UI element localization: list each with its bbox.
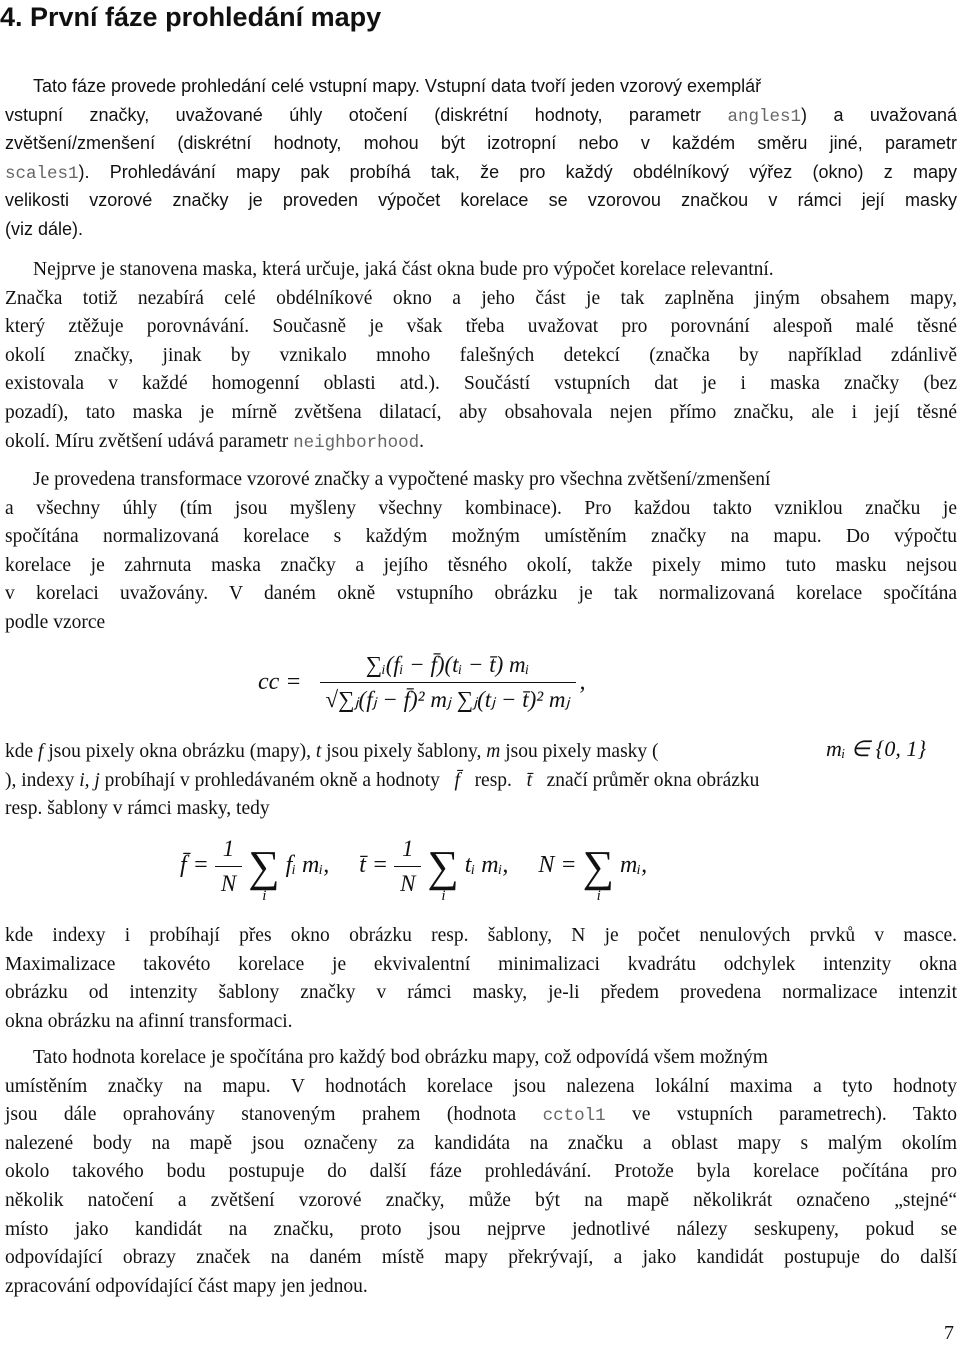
- text-line: umístěním značky na mapu. V hodnotách korelace jsou nalezena lokální maxima a tyto hodnoty: [5, 1075, 957, 1097]
- equation-fraction: [320, 652, 576, 713]
- text-line: scales1). Prohledávání mapy pak probíhá tak, že pro každý obdélníkový výřez (okno) z mapy: [5, 161, 957, 184]
- sum-symbol: ∑ i: [248, 842, 280, 904]
- text-line: vstupní značky, uvažované úhly otočení (diskrétní hodnoty, parametr angles1) a uvažovaná: [5, 104, 957, 127]
- text-line: podle vzorce: [5, 611, 106, 633]
- param-angles1: angles1: [727, 106, 801, 127]
- paragraph-indices: [5, 922, 957, 1036]
- text-line: Značka totiž nezabírá celé obdélníkové okno a jeho část je tak zaplněna jiným obsahem mapy,: [5, 287, 957, 309]
- param-neighborhood: neighborhood: [293, 432, 420, 453]
- text-line: místo jako kandidát na značku, proto jsou nejprve jednotlivé nálezy seskupeny, pokud se: [5, 1218, 957, 1240]
- text-line: pozadí), tato maska je mírně zvětšena dilatací, aby obsahovala nejen přímo značku, ale i její těsné: [5, 401, 957, 423]
- text-line: korelace je zahrnuta maska značky a jejího těsného okolí, takže pixely mimo tuto masku nejsou: [5, 554, 957, 576]
- text-line: odpovídající obrazy značek na daném místě mapy překrývají, a jako kandidát postupuje do další: [5, 1247, 957, 1269]
- text-line: ), indexy i, j probíhají v prohledávaném okně a hodnoty f̄ resp. t̄ značí průměr okna obrázku: [5, 769, 760, 791]
- section-heading: 4. První fáze prohledání mapy: [0, 2, 382, 32]
- mean-equations: f̄ = $\frac{1}{N}$ ∑ i fᵢ mᵢ, t̄ = $\frac{1}{N}$ ∑ i tᵢ mᵢ, N = ∑ i mᵢ,: [180, 836, 648, 904]
- text-line: okolí značky, jinak by vznikalo mnoho falešných detekcí (značka by například zdánlivě: [5, 344, 957, 366]
- sum-symbol: ∑ i: [427, 842, 459, 904]
- text-line: okna obrázku na afinní transformaci.: [5, 1010, 293, 1032]
- text-line: obrázku od intenzity šablony značky v rámci masky, je-li předem provedena normalizace intenzit: [5, 982, 957, 1004]
- equation-fraction: $\frac{1}{N}$: [394, 836, 421, 897]
- text-line: zpracování odpovídající část mapy jen jednou.: [5, 1275, 368, 1297]
- text-line: několik natočení a zvětšení vzorové značky, může být na mapě několikrát označeno „stejné“: [5, 1189, 957, 1211]
- equation-tail: ,: [579, 669, 586, 695]
- text-line: okolo takového bodu postupuje do další fáze prohledávání. Protože byla korelace počítána pro: [5, 1161, 957, 1183]
- equation-numerator: ∑ᵢ(fᵢ − f̄)(tᵢ − t̄) mᵢ: [320, 652, 576, 683]
- paragraph-thresholding: [5, 1044, 957, 1301]
- paragraph-definitions: [5, 738, 957, 824]
- paragraph-transform: [5, 466, 957, 638]
- text-line: Je provedena transformace vzorové značky a vypočtené masky pro všechna zvětšení/zmenšení: [33, 469, 771, 490]
- paragraph-mask: [5, 256, 957, 456]
- param-scales1: scales1: [5, 163, 79, 184]
- paragraph-intro: [5, 72, 957, 244]
- text-line: jsou dále oprahovány stanoveným prahem (hodnota cctol1 ve vstupních parametrech). Takto: [5, 1104, 957, 1127]
- equation-lhs: cc =: [258, 669, 302, 695]
- text-line: který ztěžuje porovnávání. Současně je však třeba uvažovat pro porovnání alespoň malé těsné: [5, 316, 957, 338]
- text-line: okolí. Míru zvětšení udává parametr neighborhood.: [5, 430, 424, 453]
- text-line: existovala v každé homogenní oblasti atd.). Součástí vstupních dat je i maska značky (bez: [5, 373, 957, 395]
- text-line: resp. šablony v rámci masky, tedy: [5, 798, 270, 820]
- page-number: 7: [944, 1322, 954, 1344]
- inline-mask-domain: mᵢ ∈ {0, 1}: [826, 736, 927, 761]
- sum-symbol: ∑ i: [582, 842, 614, 904]
- equation-fraction: $\frac{1}{N}$: [215, 836, 242, 897]
- param-cctol1: cctol1: [542, 1106, 606, 1127]
- text-line: kde indexy i probíhají přes okno obrázku resp. šablony, N je počet nenulových prvků v masce.: [5, 925, 957, 946]
- text-line: spočítána normalizovaná korelace s každým možným umístěním značky na mapu. Do výpočtu: [5, 526, 957, 548]
- text-line: a všechny úhly (tím jsou myšleny všechny kombinace). Pro každou takto vzniklou značku je: [5, 497, 957, 519]
- text-line: Tato hodnota korelace je spočítána pro každý bod obrázku mapy, což odpovídá všem možným: [33, 1047, 768, 1068]
- equation-denominator: √∑ⱼ(fⱼ − f̄)² mⱼ ∑ⱼ(tⱼ − t̄)² mⱼ: [325, 687, 570, 712]
- text-line: Maximalizace takovéto korelace je ekvivalentní minimalizaci kvadrátu odchylek intenzity okna: [5, 953, 957, 975]
- text-line: velikosti vzorové značky je proveden výpočet korelace se vzorovou značkou v rámci její masky: [5, 190, 957, 211]
- text-line: zvětšení/zmenšení (diskrétní hodnoty, mohou být izotropní nebo v každém směru jiné, parametr: [5, 133, 957, 154]
- text-line: v korelaci uvažovány. V daném okně vstupního obrázku je tak normalizovaná korelace spočítána: [5, 583, 957, 605]
- text-line: nalezené body na mapě jsou označeny za kandidáta na značku a oblast mapy s malým okolím: [5, 1132, 957, 1154]
- text-line: Nejprve je stanovena maska, která určuje, jaká část okna bude pro výpočet korelace relevantní.: [33, 259, 774, 280]
- text-line: Tato fáze provede prohledání celé vstupní mapy. Vstupní data tvoří jeden vzorový exemplář: [33, 76, 762, 96]
- text-line: kde f jsou pixely okna obrázku (mapy), t jsou pixely šablony, m jsou pixely masky (: [5, 741, 659, 762]
- correlation-equation: [258, 652, 600, 713]
- text-line: (viz dále).: [5, 218, 84, 239]
